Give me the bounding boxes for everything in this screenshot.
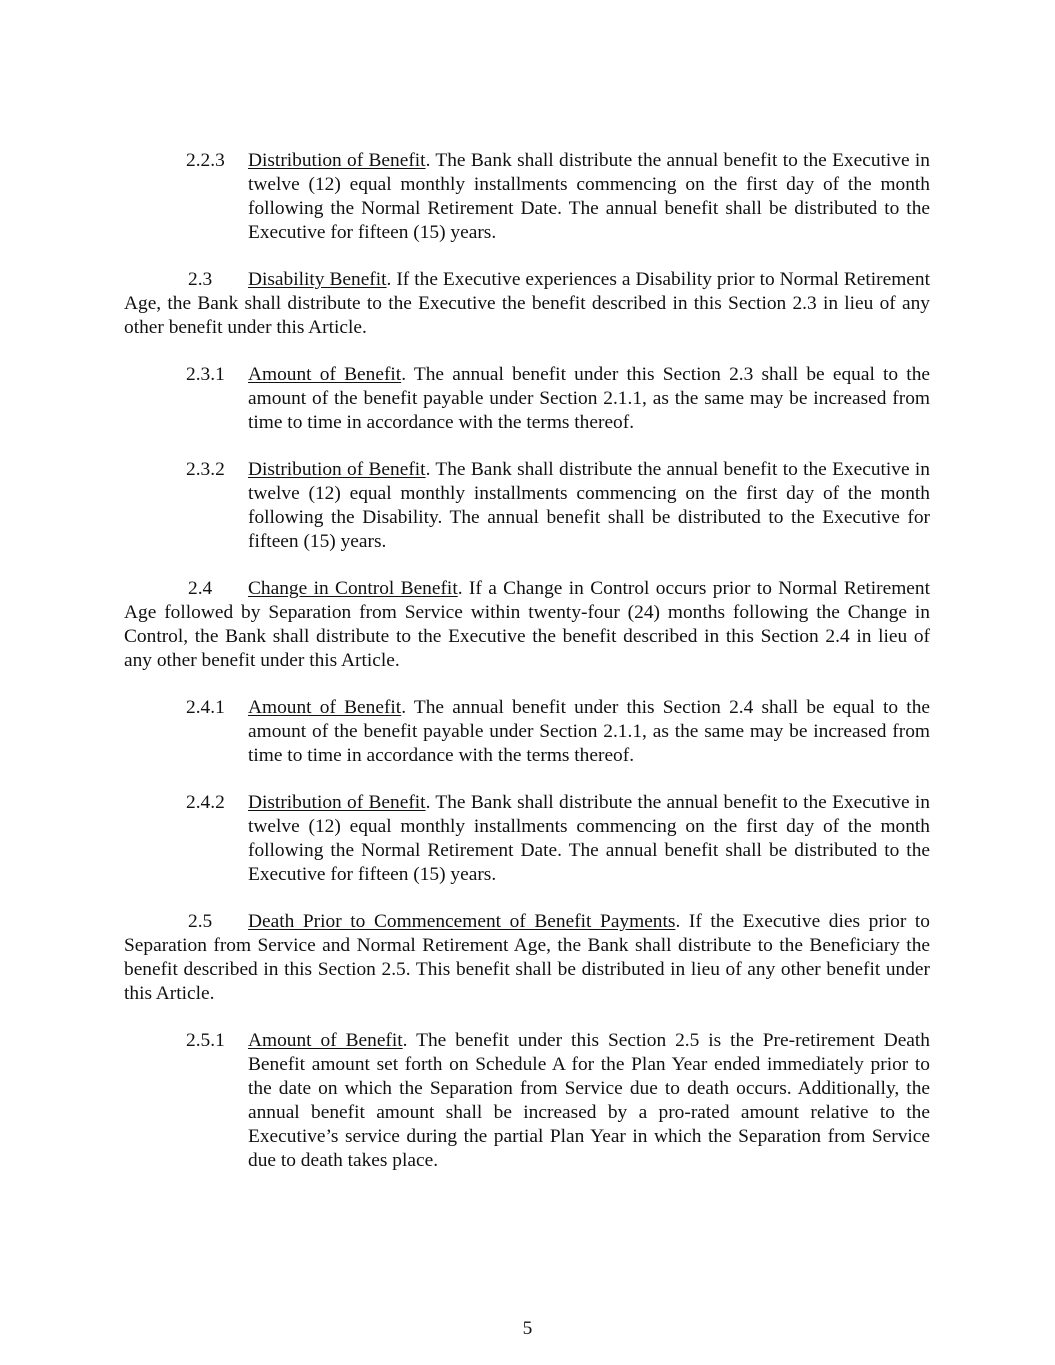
section-body: . The benefit under this Section 2.5 is the Pre-retirement Death Benefit amount set forth on Schedule A for the Plan Year ended immediately prior to the date on which the Separation from Service due to death occurs. Additionally, the annual benefit amount shall be increased by a pro-rated amount relative to the Executive’s service during the partial Plan Year in which the Separation from Service due to death takes place. (248, 1030, 930, 1171)
section-number-2-4-1: 2.4.1 (186, 697, 225, 718)
section-number-2-4: 2.4 (188, 578, 213, 599)
section-heading: Amount of Benefit (248, 1030, 403, 1051)
section-body: . If the Executive experiences a Disability prior to Normal Retirement Age, the Bank shall distribute to the Executive the benefit described in this Section 2.3 in lieu of any other benefit under this Article. (124, 269, 930, 338)
section-body: . The Bank shall distribute the annual benefit to the Executive in twelve (12) equal monthly installments commencing on the first day of the month following the Disability. The annual benefit shall be distributed to the Executive for fifteen (15) years. (248, 459, 930, 552)
section-body: . The Bank shall distribute the annual benefit to the Executive in twelve (12) equal monthly installments commencing on the first day of the month following the Normal Retirement Date. The annual benefit shall be distributed to the Executive for fifteen (15) years. (248, 792, 930, 885)
section-heading: Amount of Benefit (248, 697, 402, 718)
section-number-2-5-1: 2.5.1 (186, 1030, 225, 1051)
section-heading: Distribution of Benefit (248, 792, 426, 813)
section-2-3 (124, 268, 930, 340)
section-2-4-2 (248, 791, 930, 887)
section-heading: Distribution of Benefit (248, 150, 426, 171)
section-body: . The annual benefit under this Section 2.3 shall be equal to the amount of the benefit payable under Section 2.1.1, as the same may be increased from time to time in accordance with the terms thereof. (248, 364, 930, 433)
section-body: . If the Executive dies prior to Separation from Service and Normal Retirement Age, the Bank shall distribute to the Beneficiary the benefit described in this Section 2.5. This benefit shall be distributed in lieu of any other benefit under this Article. (124, 911, 930, 1004)
section-number-2-3-1: 2.3.1 (186, 364, 225, 385)
section-2-4 (124, 577, 930, 673)
section-2-3-2 (248, 458, 930, 554)
section-heading: Distribution of Benefit (248, 459, 426, 480)
section-number-2-3-2: 2.3.2 (186, 459, 225, 480)
section-heading: Amount of Benefit (248, 364, 402, 385)
section-body: . If a Change in Control occurs prior to Normal Retirement Age followed by Separation from Service within twenty-four (24) months following the Change in Control, the Bank shall distribute to the Executive the benefit described in this Section 2.4 in lieu of any other benefit under this Article. (124, 578, 930, 671)
section-number-2-2-3: 2.2.3 (186, 150, 225, 171)
section-number-2-4-2: 2.4.2 (186, 792, 225, 813)
section-heading: Death Prior to Commencement of Benefit Payments (248, 911, 676, 932)
section-2-3-1 (248, 363, 930, 435)
section-2-4-1 (248, 696, 930, 768)
section-number-2-3: 2.3 (188, 269, 213, 290)
section-number-2-5: 2.5 (188, 911, 213, 932)
section-2-2-3 (248, 149, 930, 245)
section-body: . The Bank shall distribute the annual benefit to the Executive in twelve (12) equal monthly installments commencing on the first day of the month following the Normal Retirement Date. The annual benefit shall be distributed to the Executive for fifteen (15) years. (248, 150, 930, 243)
section-heading: Disability Benefit (248, 269, 387, 290)
section-body: . The annual benefit under this Section 2.4 shall be equal to the amount of the benefit payable under Section 2.1.1, as the same may be increased from time to time in accordance with the terms thereof. (248, 697, 930, 766)
section-2-5 (124, 910, 930, 1006)
section-2-5-1 (248, 1029, 930, 1173)
section-heading: Change in Control Benefit (248, 578, 458, 599)
page-number: 5 (522, 1318, 533, 1339)
